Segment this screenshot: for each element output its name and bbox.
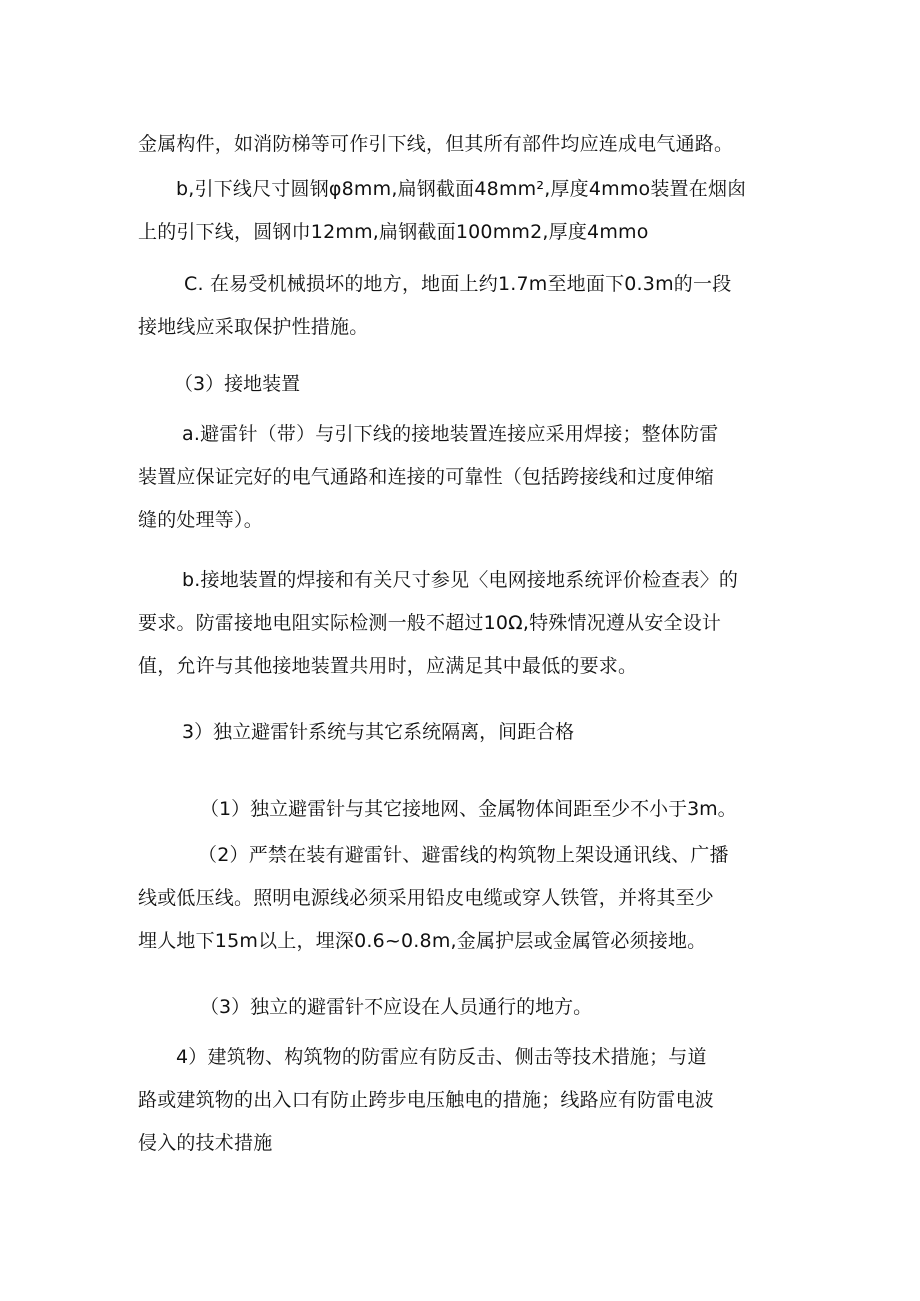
paragraph-metal-components bbox=[138, 123, 788, 166]
paragraph-down-conductor-size bbox=[138, 168, 788, 254]
section-heading-isolation: 3）独立避雷针系统与其它系统隔离，间距合格 bbox=[182, 721, 575, 743]
text-line: a.避雷针（带）与引下线的接地装置连接应采用焊接；整体防雷 bbox=[182, 423, 719, 445]
paragraph-building-protection-measures bbox=[138, 1036, 788, 1165]
text-line: 线或低压线。照明电源线必须采用铅皮电缆或穿人铁管，并将其至少 bbox=[138, 887, 715, 909]
text-line: 接地线应采取保护性措施。 bbox=[138, 316, 369, 338]
text-line: （2）严禁在装有避雷针、避雷线的构筑物上架设通讯线、广播 bbox=[198, 844, 729, 866]
paragraph-minimum-distance: （1）独立避雷针与其它接地网、金属物体间距至少不小于3m。 bbox=[200, 798, 737, 820]
text-line: 金属构件，如消防梯等可作引下线，但其所有部件均应连成电气通路。 bbox=[138, 133, 734, 155]
paragraph-grounding-resistance bbox=[138, 559, 788, 688]
text-line: b.接地装置的焊接和有关尺寸参见〈电网接地系统评价检查表〉的 bbox=[182, 569, 739, 591]
text-line: 侵入的技术措施 bbox=[138, 1132, 273, 1154]
paragraph-prohibited-wiring bbox=[138, 834, 788, 963]
text-line: 装置应保证完好的电气通路和连接的可靠性（包括跨接线和过度伸缩 bbox=[138, 466, 715, 488]
text-line: 值，允许与其他接地装置共用时，应满足其中最低的要求。 bbox=[138, 655, 638, 677]
section-heading-grounding-device: （3）接地装置 bbox=[174, 373, 301, 395]
text-line: 路或建筑物的出入口有防止跨步电压触电的措施；线路应有防雷电波 bbox=[138, 1089, 715, 1111]
text-line: 4）建筑物、构筑物的防雷应有防反击、侧击等技术措施；与道 bbox=[176, 1046, 707, 1068]
text-line: 缝的处理等）。 bbox=[138, 509, 263, 531]
text-line: 埋人地下15m以上，埋深0.6~0.8m,金属护层或金属管必须接地。 bbox=[138, 930, 707, 952]
paragraph-pedestrian-area: （3）独立的避雷针不应设在人员通行的地方。 bbox=[200, 996, 593, 1018]
paragraph-lightning-rod-welding bbox=[138, 413, 788, 542]
text-line: C. 在易受机械损坏的地方，地面上约1.7m至地面下0.3m的一段 bbox=[184, 273, 732, 295]
paragraph-mechanical-damage-protection bbox=[138, 263, 788, 349]
text-line: 要求。防雷接地电阻实际检测一般不超过10Ω,特殊情况遵从安全设计 bbox=[138, 612, 722, 634]
text-line: b,引下线尺寸圆钢φ8mm,扁钢截面48mm²,厚度4mmo装置在烟囱 bbox=[176, 178, 747, 200]
text-line: 上的引下线，圆钢巾12mm,扁钢截面100mm2,厚度4mmo bbox=[138, 221, 649, 243]
